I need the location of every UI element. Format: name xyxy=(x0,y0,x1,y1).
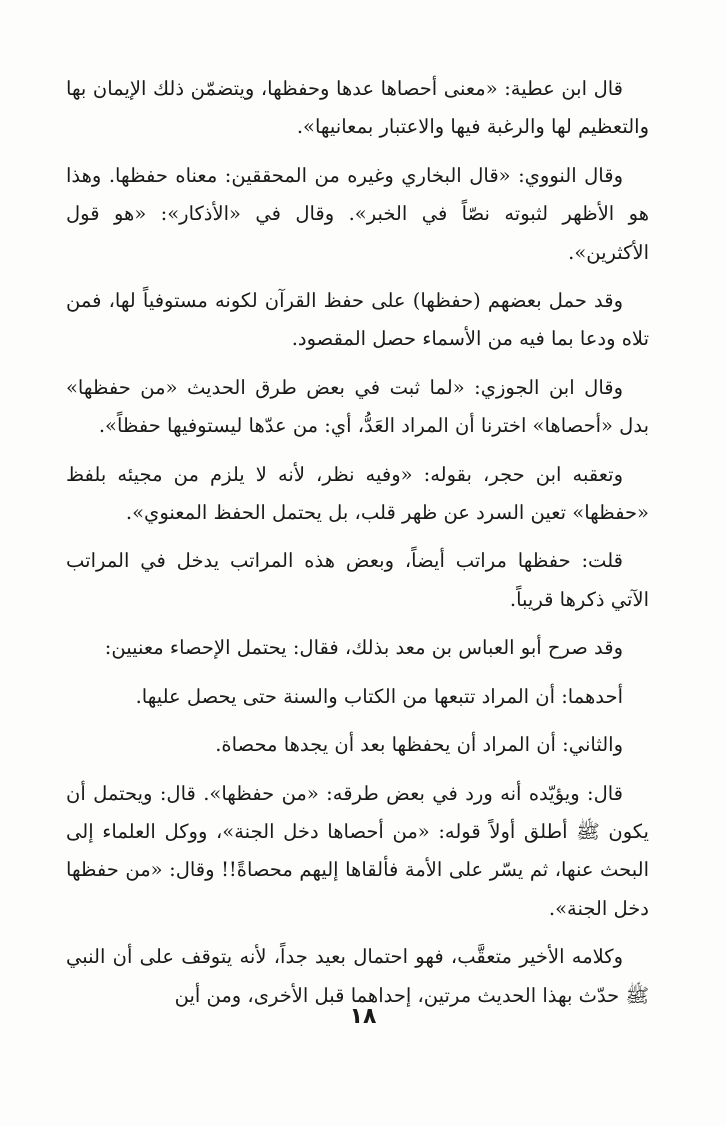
body-text xyxy=(66,70,649,1025)
page-number: ١٨ xyxy=(349,1004,377,1029)
paragraph-nawawi: وقال النووي: «قال البخاري وغيره من المحققين: معناه حفظها. وهذا هو الأظهر لثبوته نصّاً في الخبر». وقال في «الأذكار»: «هو قول الأكثرين». xyxy=(66,163,649,264)
paragraph-supporting-narration: قال: ويؤيّده أنه ورد في بعض طرقه: «من حفظها». قال: ويحتمل أن يكون ﷺ أطلق أولاً قوله: «من أحصاها دخل الجنة»، ووكل العلماء إلى البحث عنها، ثم يسّر على الأمة فألقاها إليهم محصاةً!! وقال: «من حفظها دخل الجنة». xyxy=(66,781,649,920)
paragraph-ibn-atiyya: قال ابن عطية: «معنى أحصاها عدها وحفظها، ويتضمّن ذلك الإيمان بها والتعظيم لها والرغبة فيها والاعتبار بمعانيها». xyxy=(66,77,649,139)
paragraph-critique: وكلامه الأخير متعقَّب، فهو احتمال بعيد جداً، لأنه يتوقف على أن النبي ﷺ حدّث بهذا الحديث مرتين، إحداهما قبل الأخرى، ومن أين xyxy=(66,945,649,1007)
paragraph-levels: قلت: حفظها مراتب أيضاً، وبعض هذه المراتب يدخل في المراتب الآتي ذكرها قريباً. xyxy=(66,549,649,611)
paragraph-quran-memorization: وقد حمل بعضهم (حفظها) على حفظ القرآن لكونه مستوفياً لها، فمن تلاه ودعا بما فيه من الأسماء حصل المقصود. xyxy=(66,289,649,351)
paragraph-ibn-al-jawzi: وقال ابن الجوزي: «لما ثبت في بعض طرق الحديث «من حفظها» بدل «أحصاها» اخترنا أن المراد العَدُّ، أي: من عدّها ليستوفيها حفظاً». xyxy=(66,375,649,438)
paragraph-second-meaning: والثاني: أن المراد أن يحفظها بعد أن يجدها محصاة. xyxy=(215,733,623,757)
paragraph-abu-al-abbas: وقد صرح أبو العباس بن معد بذلك، فقال: يحتمل الإحصاء معنيين: xyxy=(104,636,623,660)
paragraph-ibn-hajar: وتعقبه ابن حجر، بقوله: «وفيه نظر، لأنه لا يلزم من مجيئه بلفظ «حفظها» تعين السرد عن ظهر قلب، بل يحتمل الحفظ المعنوي». xyxy=(66,462,649,525)
paragraph-first-meaning: أحدهما: أن المراد تتبعها من الكتاب والسنة حتى يحصل عليها. xyxy=(135,684,623,708)
